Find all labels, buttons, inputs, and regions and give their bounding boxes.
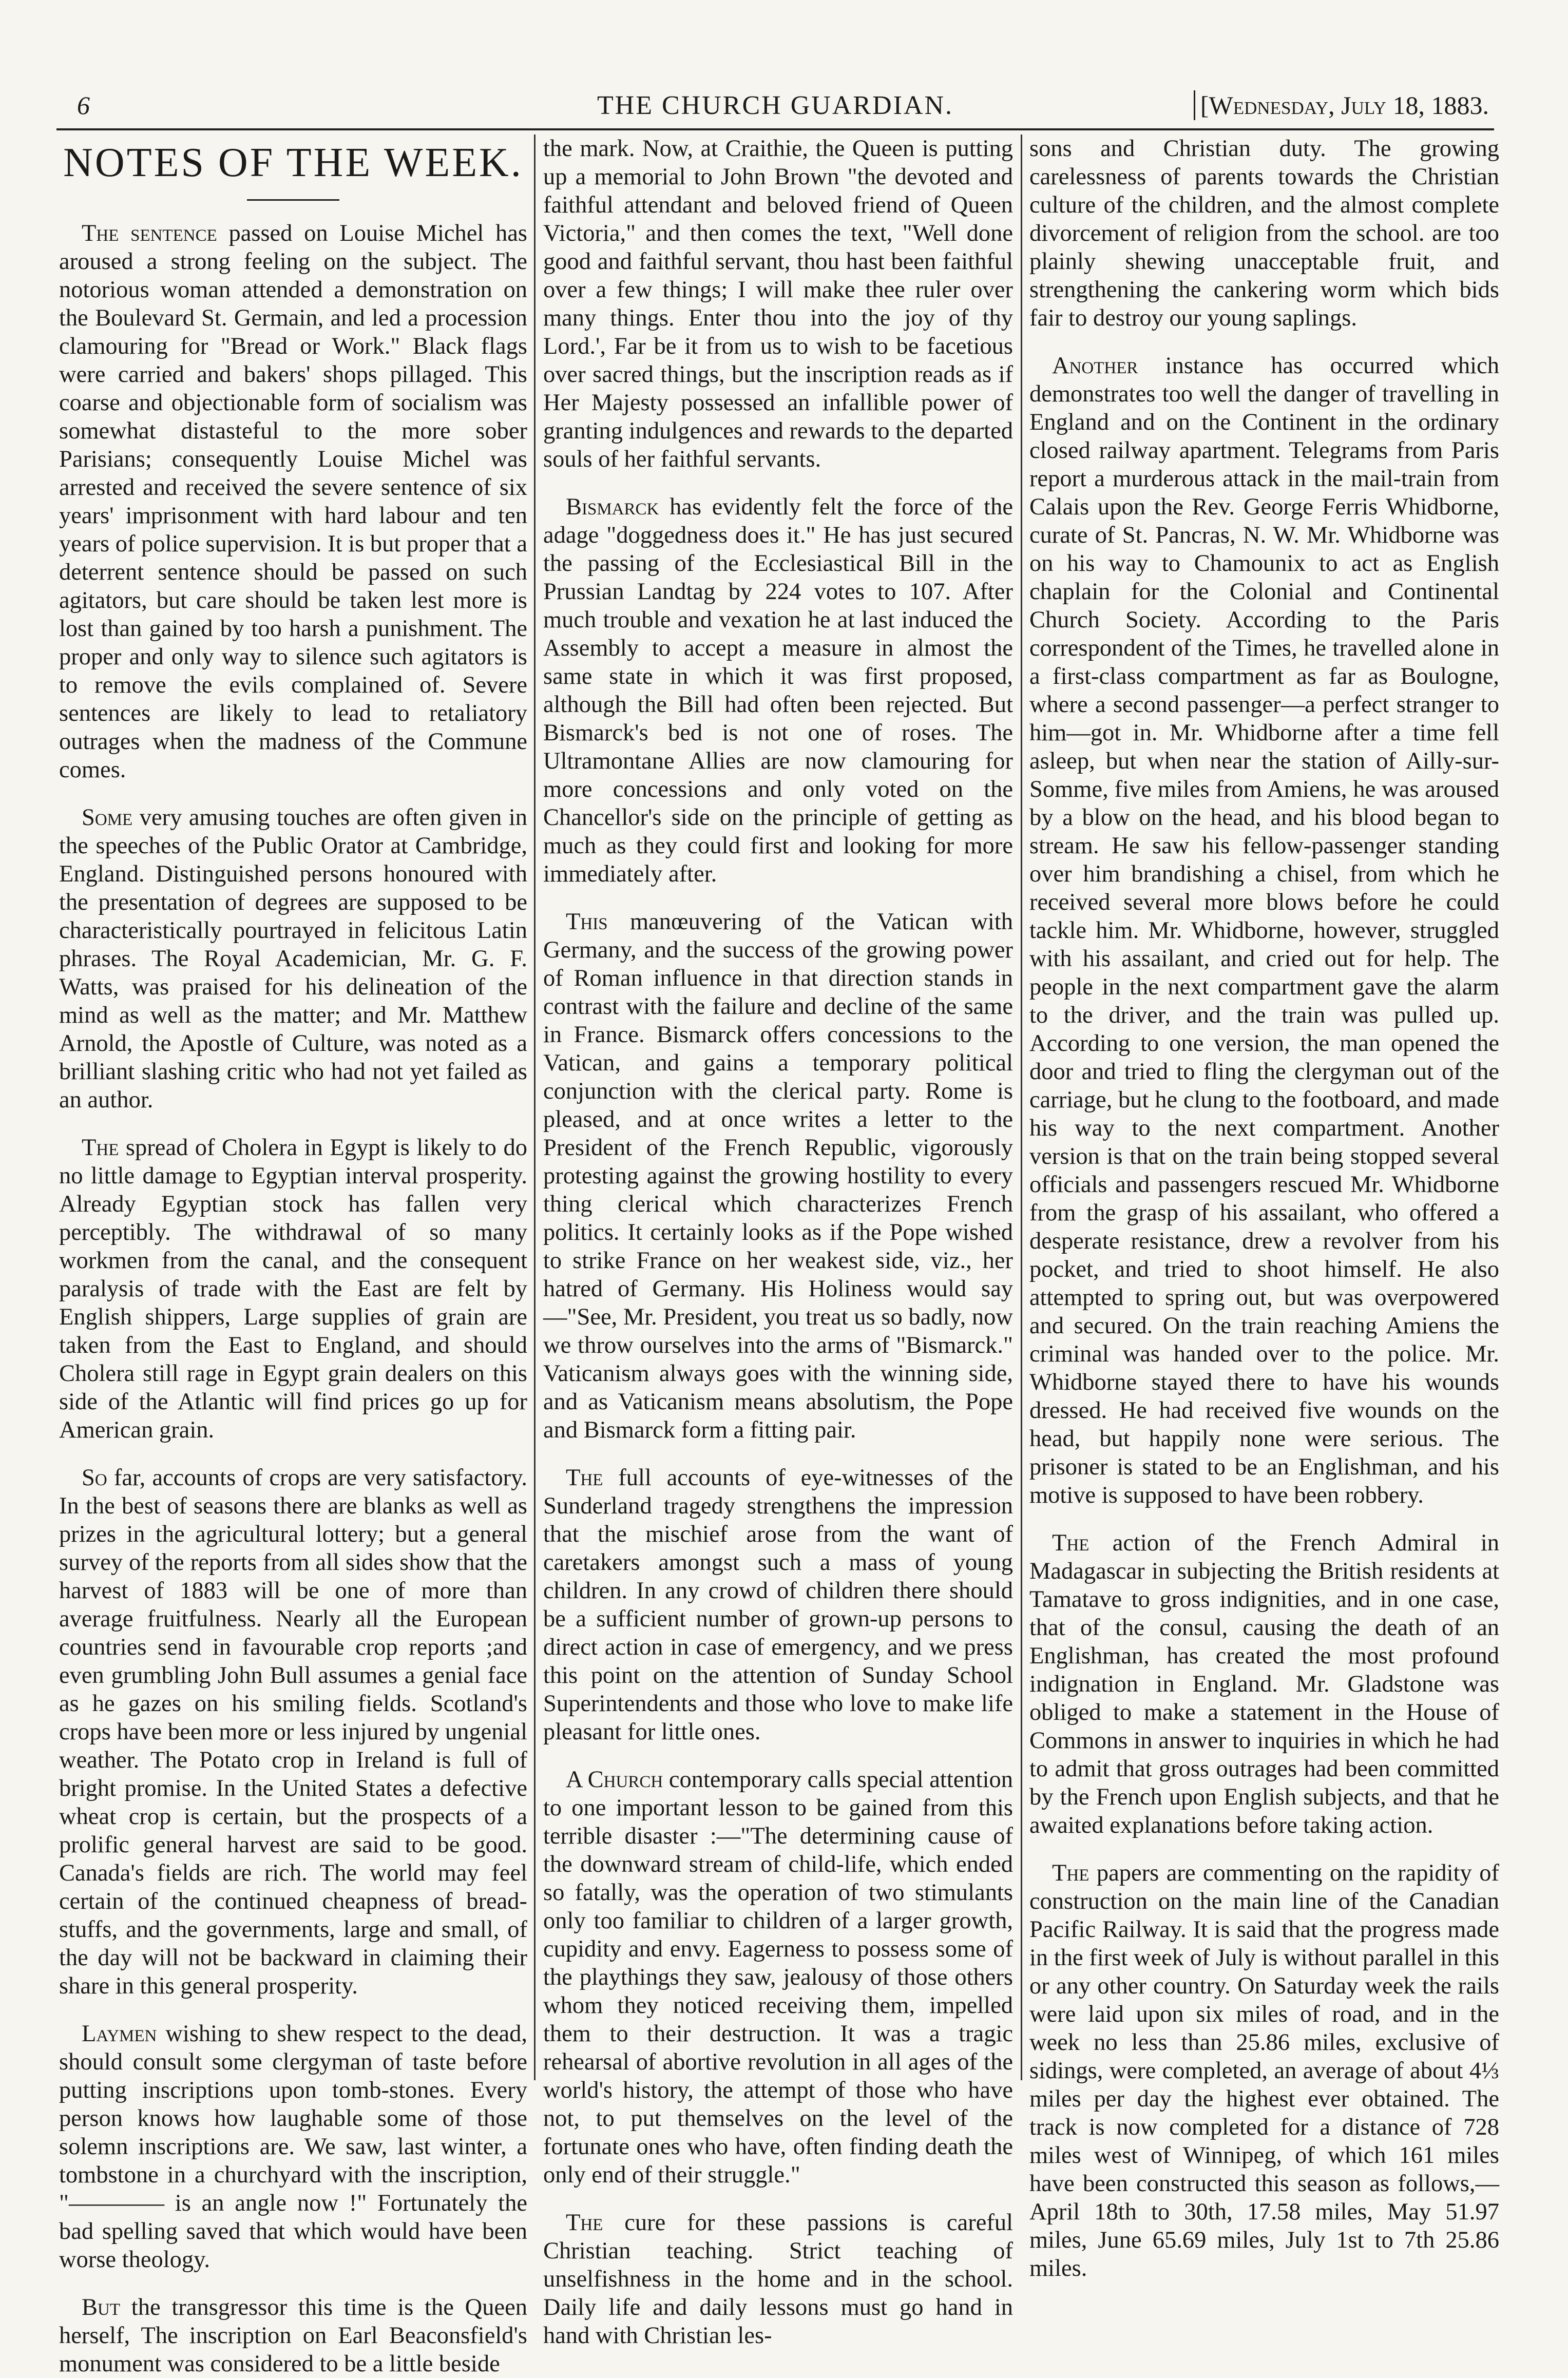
paragraph-text: passed on Louise Michel has aroused a strong feeling on the subject. The notorious woman attended a demonstration on the Boulevard St. Germain, and led a procession clamouring for "Bread or Work." Black flags were carried and bakers' shops pillaged. This coarse and objectionable form of socialism was somewhat distasteful to the more sober Parisians; consequently Louise Michel was arrested and received the severe sentence of six years' imprisonment with hard labour and ten years of police supervision. It is but proper that a deterrent sentence should be passed on such agitators, but care should be taken lest more is lost than gained by too harsh a punishment. The proper and only way to silence such agitators is to remove the evils complained of. Severe sentences are likely to lead to retaliatory outrages when the madness of the Commune comes. [59, 220, 527, 783]
paragraph-text: contemporary calls special attention to one important lesson to be gained from this terrible disaster :—"The determining cause of the downward stream of child-life, which ended so fatally, was the operation of two stimulants only too familiar to children of a larger growth, cupidity and envy. Eagerness to possess some of the playthings they saw, jealousy of those others whom they noticed receiving them, impelled them to their destruction. It was a tragic rehearsal of abortive revolution in all ages of the world's history, the attempt of those who have not, to put themselves on the level of the fortunate ones who have, often finding death the only end of their struggle." [543, 1767, 1013, 2188]
paragraph-lead: This [566, 909, 608, 935]
paragraph [1029, 1529, 1499, 1839]
newspaper-title: THE CHURCH GUARDIAN. [597, 91, 954, 120]
paragraph-text: full accounts of eye-witnesses of the Sunderland tragedy strengthens the impression that the mischief arose from the want of caretakers amongst such a mass of young children. In any crowd of children there should be a sufficient number of grown-up persons to direct action in case of emergency, and we press this point on the attention of Sunday School Superintendents and those who love to make life pleasant for little ones. [543, 1465, 1013, 1745]
paragraph [543, 908, 1013, 1444]
column-divider [1021, 135, 1022, 2080]
paragraph-lead: The [1052, 1530, 1089, 1556]
paragraph-lead: So [82, 1465, 107, 1491]
paragraph-text: papers are commenting on the rapidity of construction on the main line of the Canadian Pacific Railway. It is said that the progress made in the first week of July is without parallel in this or any other country. On Saturday week the rails were laid upon six miles of road, and in the week no less than 25.86 miles, exclusive of sidings, were completed, an average of about 4⅓ miles per day the highest ever obtained. The track is now completed for a distance of 728 miles west of Winnipeg, of which 161 miles have been constructed this season as follows,—April 18th to 30th, 17.58 miles, May 51.97 miles, June 65.69 miles, July 1st to 7th 25.86 miles. [1029, 1860, 1499, 2281]
column-1 [59, 135, 527, 2377]
paragraph-lead: The [566, 1465, 603, 1491]
column-3 [1029, 135, 1499, 2281]
paragraph [1029, 352, 1499, 1509]
paragraph-lead: Another [1052, 353, 1138, 379]
paragraph-lead: The [82, 1135, 119, 1161]
masthead [56, 87, 1494, 130]
column-2 [543, 135, 1013, 2349]
paragraph-text: sons and Christian duty. The growing carelessness of parents towards the Christian culture of the children, and the almost complete divorcement of religion from the school. are too plainly shewing unacceptable fruit, and strengthening the cankering worm which bids fair to destroy our young saplings. [1029, 136, 1499, 331]
page-number: 6 [77, 91, 90, 120]
paragraph [1029, 1859, 1499, 2283]
paragraph-lead: Laymen [82, 2021, 157, 2047]
paragraph-text: wishing to shew respect to the dead, should consult some clergyman of taste before putting inscriptions upon tomb-stones. Every person knows how laughable some of those solemn inscriptions are. We saw, last winter, a tombstone in a churchyard with the inscription, "———— is an angle now !" Fortunately the bad spelling saved that which would have been worse theology. [59, 2021, 527, 2273]
paragraph-lead: Some [82, 804, 133, 831]
issue-date: [Wednesday, July 18, 1883. [1194, 90, 1489, 120]
section-title: NOTES OF THE WEEK. [63, 140, 523, 185]
paragraph [543, 1766, 1013, 2189]
paragraph-text: instance has occurred which demonstrates too well the danger of travelling in England and on the Continent in the ordinary closed railway apartment. Telegrams from Paris report a murderous attack in the mail-train from Calais upon the Rev. George Ferris Whidborne, curate of St. Pancras, N. W. Mr. Whidborne was on his way to Chamounix to act as English chaplain for the Colonial and Continental Church Society. According to the Paris correspondent of the Times, he travelled alone in a first-class compartment as far as Boulogne, where a second passenger—a perfect stranger to him—got in. Mr. Whidborne after a time fell asleep, but when near the station of Ailly-sur-Somme, five miles from Amiens, he was aroused by a blow on the head, and his blood began to stream. He saw his fellow-passenger standing over him brandishing a chisel, from which he received several more blows before he could tackle him. Mr. Whidborne, however, struggled with his assailant, and cried out for help. The people in the next compartment gave the alarm to the driver, and the train was pulled up. According to one version, the man opened the door and tried to fling the clergyman out of the carriage, but he clung to the footboard, and made his way to the next compartment. Another version is that on the train being stopped several officials and passengers rescued Mr. Whidborne from the grasp of his assailant, who offered a desperate resistance, drew a revolver from his pocket, and tried to shoot himself. He also attempted to spring out, but was overpowered and secured. On the train reaching Amiens the criminal was handed over to the police. Mr. Whidborne stayed there to have his wounds dressed. He had received five wounds on the head, but happily none were serious. The prisoner is stated to be an Englishman, and his motive is supposed to have been robbery. [1029, 353, 1499, 1508]
paragraph [59, 2020, 527, 2274]
paragraph-text: the transgressor this time is the Queen herself, The inscription on Earl Beaconsfield's monument was considered to be a little beside [59, 2294, 527, 2377]
paragraph [59, 219, 527, 784]
paragraph [59, 803, 527, 1114]
paragraph-lead: But [82, 2294, 121, 2321]
paragraph-lead: Bismarck [566, 494, 659, 520]
paragraph-text: manœuvering of the Vatican with Germany, and the success of the growing power of Roman influence in that direction stands in contrast with the failure and decline of the same in France. Bismarck offers concessions to the Vatican, and gains a temporary political conjunction with the clerical party. Rome is pleased, and at once writes a letter to the President of the French Republic, vigorously protesting against the growing hostility to every thing clerical which characterizes French politics. It certainly looks as if the Pope wished to strike France on her weakest side, viz., her hatred of Germany. His Holiness would say—"See, Mr. President, you treat us so badly, now we throw ourselves into the arms of "Bismarck." Vaticanism always goes with the winning side, and as Vaticanism means absolutism, the Pope and Bismarck form a fitting pair. [543, 909, 1013, 1443]
paragraph-lead: The [566, 2210, 603, 2236]
paragraph [543, 1464, 1013, 1746]
column-divider [534, 135, 536, 2080]
paragraph-text: has evidently felt the force of the adage "doggedness does it." He has just secured the passing of the Ecclesiastical Bill in the Prussian Landtag by 224 votes to 107. After much trouble and vexation he at last induced the Assembly to accept a measure in almost the same state in which it was first proposed, although the Bill had often been rejected. But Bismarck's bed is not one of roses. The Ultramontane Allies are now clamouring for more concessions and only voted on the Chancellor's side on the principle of getting as much as they could first and looking for more immediately after. [543, 494, 1013, 887]
paragraph [1029, 135, 1499, 332]
title-rule [247, 199, 339, 201]
paragraph-lead: A Church [566, 1767, 663, 1793]
paragraph [543, 135, 1013, 473]
paragraph-text: spread of Cholera in Egypt is likely to do no little damage to Egyptian interval prosperity. Already Egyptian stock has fallen very perceptibly. The withdrawal of so many workmen from the canal, and the consequent paralysis of trade with the East are felt by English shippers, Large supplies of grain are taken from the East to England, and should Cholera still rage in Egypt grain dealers on this side of the Atlantic will find prices go up for American grain. [59, 1135, 527, 1443]
paragraph-lead: The sentence [82, 220, 217, 246]
paragraph [59, 1134, 527, 1444]
paragraph-lead: The [1052, 1860, 1089, 1886]
paragraph [59, 2293, 527, 2378]
paragraph [59, 1464, 527, 2000]
paragraph-text: cure for these passions is careful Christian teaching. Strict teaching of unselfishness in the home and in the school. Daily life and daily lessons must go hand in hand with Christian les- [543, 2210, 1013, 2349]
paragraph-text: the mark. Now, at Craithie, the Queen is putting up a memorial to John Brown "the devoted and faithful attendant and beloved friend of Queen Victoria," and then comes the text, "Well done good and faithful servant, thou hast been faithful over a few things; I will make thee ruler over many things. Enter thou into the joy of thy Lord.', Far be it from us to wish to be facetious over sacred things, but the inscription reads as if Her Majesty possessed an infallible power of granting indulgences and rewards to the departed souls of her faithful servants. [543, 136, 1013, 472]
paragraph-text: far, accounts of crops are very satisfactory. In the best of seasons there are blanks as well as prizes in the agricultural lottery; but a general survey of the reports from all sides show that the harvest of 1883 will be one of more than average fruitfulness. Nearly all the European countries send in favourable crop reports ;and even grumbling John Bull assumes a genial face as he gazes on his smiling fields. Scotland's crops have been more or less injured by ungenial weather. The Potato crop in Ireland is full of bright promise. In the United States a defective wheat crop is certain, but the prospects of a prolific general harvest are said to be good. Canada's fields are rich. The world may feel certain of the continued cheapness of bread-stuffs, and the governments, large and small, of the day will not be backward in claiming their share in this general prosperity. [59, 1465, 527, 1999]
paragraph-text: very amusing touches are often given in the speeches of the Public Orator at Cambridge, England. Distinguished persons honoured with the presentation of degrees are supposed to be characteristically pourtrayed in felicitous Latin phrases. The Royal Academician, Mr. G. F. Watts, was praised for his delineation of the mind as well as the matter; and Mr. Matthew Arnold, the Apostle of Culture, was noted as a brilliant slashing critic who had not yet failed as an author. [59, 804, 527, 1113]
paragraph [543, 493, 1013, 888]
paragraph [543, 2209, 1013, 2350]
paragraph-text: action of the French Admiral in Madagascar in subjecting the British residents at Tamatave to gross indignities, and in one case, that of the consul, causing the death of an Englishman, has created the most profound indignation in England. Mr. Gladstone was obliged to make a statement in the House of Commons in answer to inquiries in which he had to admit that gross outrages had been committed by the French upon English subjects, and that he awaited explanations before taking action. [1029, 1530, 1499, 1838]
